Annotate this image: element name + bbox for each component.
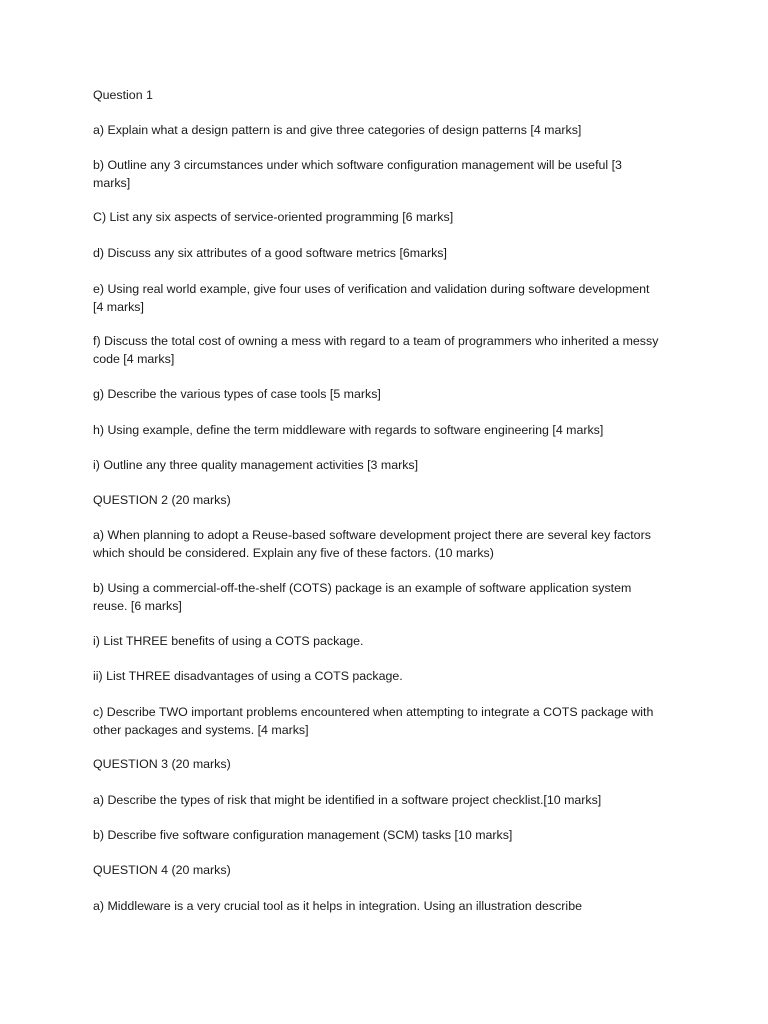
- q1-part-e: e) Using real world example, give four uses of verification and validation during software development [4 marks]: [93, 282, 650, 314]
- q1-part-c: C) List any six aspects of service-oriented programming [6 marks]: [93, 210, 454, 224]
- question-2-heading: QUESTION 2 (20 marks): [93, 493, 231, 507]
- q1-part-i: i) Outline any three quality management activities [3 marks]: [93, 458, 419, 472]
- question-1-heading: Question 1: [93, 88, 153, 102]
- q2-part-c: c) Describe TWO important problems encountered when attempting to integrate a COTS package with other packages and systems. [4 marks]: [93, 705, 654, 737]
- q1-part-d: d) Discuss any six attributes of a good software metrics [6marks]: [93, 246, 447, 260]
- q2-part-b-ii: ii) List THREE disadvantages of using a COTS package.: [93, 669, 403, 683]
- question-4-heading: QUESTION 4 (20 marks): [93, 863, 231, 877]
- document-page: [93, 0, 661, 1024]
- q1-part-b: b) Outline any 3 circumstances under which software configuration management will be useful [3 marks]: [93, 158, 622, 190]
- q3-part-a: a) Describe the types of risk that might be identified in a software project checklist.[10 marks]: [93, 793, 602, 807]
- q1-part-f: f) Discuss the total cost of owning a mess with regard to a team of programmers who inherited a messy code [4 marks]: [93, 334, 659, 366]
- q2-part-a: a) When planning to adopt a Reuse-based software development project there are several key factors which should be considered. Explain any five of these factors. (10 marks): [93, 528, 651, 560]
- q1-part-h: h) Using example, define the term middleware with regards to software engineering [4 marks]: [93, 423, 604, 437]
- q4-part-a: a) Middleware is a very crucial tool as it helps in integration. Using an illustration describe: [93, 899, 582, 913]
- q3-part-b: b) Describe five software configuration management (SCM) tasks [10 marks]: [93, 828, 513, 842]
- q2-part-b: b) Using a commercial-off-the-shelf (COTS) package is an example of software application system reuse. [6 marks]: [93, 581, 632, 613]
- q1-part-g: g) Describe the various types of case tools [5 marks]: [93, 387, 381, 401]
- question-3-heading: QUESTION 3 (20 marks): [93, 757, 231, 771]
- q1-part-a: a) Explain what a design pattern is and give three categories of design patterns [4 marks]: [93, 123, 582, 137]
- q2-part-b-i: i) List THREE benefits of using a COTS package.: [93, 634, 364, 648]
